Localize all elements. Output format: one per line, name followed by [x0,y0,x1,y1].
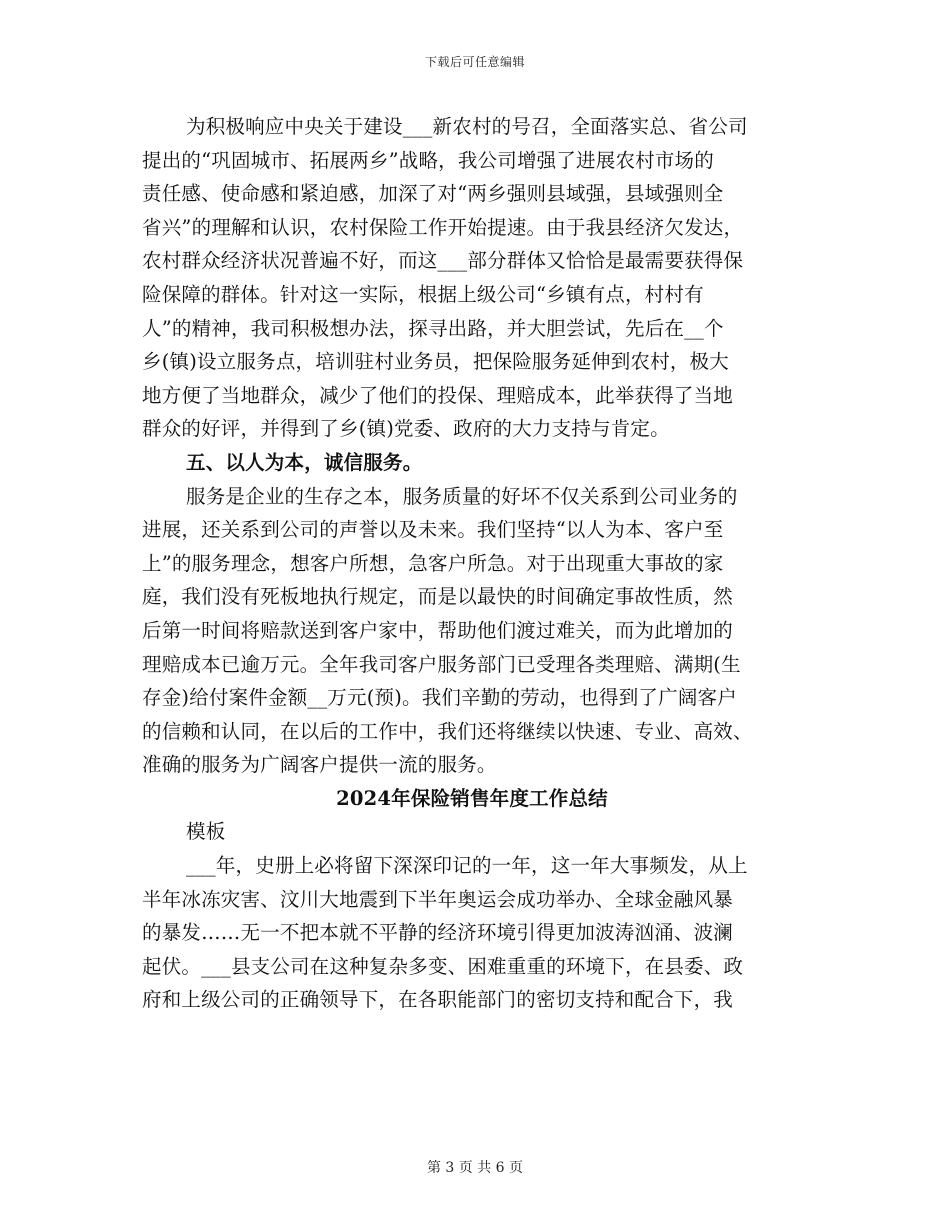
paragraph-line: 险保障的群体。针对这一实际，根据上级公司“乡镇有点，村村有 [142,282,704,306]
document-body [142,110,802,1017]
paragraph-line: 人”的精神，我司积极想办法，探寻出路，并大胆尝试，先后在__个 [142,316,724,340]
paragraph-line: 进展，还关系到公司的声誉以及未来。我们坚持“以人为本、客户至 [142,518,724,542]
section-heading: 五、以人为本，诚信服务。 [186,450,423,474]
paragraph-line: 庭，我们没有死板地执行规定，而是以最快的时间确定事故性质，然 [142,585,734,609]
paragraph-line: 省兴”的理解和认识，农村保险工作开始提速。由于我县经济欠发达， [142,215,744,239]
paragraph-line: 存金)给付案件金额__万元(预)。我们辛勤的劳动，也得到了广阔客户 [142,686,737,710]
paragraph-line: 群众的好评，并得到了乡(镇)党委、政府的大力支持与肯定。 [142,417,670,441]
paragraph-line: 的信赖和认同，在以后的工作中，我们还将继续以快速、专业、高效、 [142,719,753,743]
page-footer: 第 3 页 共 6 页 [426,1160,524,1176]
paragraph-line: 后第一时间将赔款送到客户家中，帮助他们渡过难关，而为此增加的 [142,618,734,642]
paragraph-line: 准确的服务为广阔客户提供一流的服务。 [142,753,497,777]
document-title: 2024年保险销售年度工作总结 [336,786,608,810]
paragraph-line: 起伏。___县支公司在这种复杂多变、困难重重的环境下，在县委、政 [142,954,744,978]
paragraph-line: 责任感、使命感和紧迫感，加深了对“两乡强则县域强，县域强则全 [142,182,724,206]
paragraph-line: 地方便了当地群众，减少了他们的投保、理赔成本，此举获得了当地 [142,383,734,407]
page-header: 下载后可任意编辑 [424,55,525,69]
paragraph-line: 半年冰冻灾害、汶川大地震到下半年奥运会成功举办、全球金融风暴 [142,887,734,911]
paragraph-line: 上”的服务理念，想客户所想，急客户所急。对于出现重大事故的家 [142,551,724,575]
paragraph-line: ___年，史册上必将留下深深印记的一年，这一年大事频发，从上 [186,854,748,878]
paragraph-line: 农村群众经济状况普遍不好，而这___部分群体又恰恰是最需要获得保 [142,249,744,273]
paragraph-line: 乡(镇)设立服务点，培训驻村业务员，把保险服务延伸到农村，极大 [142,350,729,374]
paragraph-line: 模板 [186,820,226,844]
paragraph-line: 服务是企业的生存之本，服务质量的好坏不仅关系到公司业务的 [186,484,738,508]
paragraph-line: 的暴发……无一不把本就不平静的经济环境引得更加波涛汹涌、波澜 [142,921,734,945]
paragraph-line: 为积极响应中央关于建设___新农村的号召，全面落实总、省公司 [186,115,748,138]
paragraph-line: 提出的“巩固城市、拓展两乡”战略，我公司增强了进展农村市场的 [142,148,714,172]
paragraph-line: 府和上级公司的正确领导下，在各职能部门的密切支持和配合下，我 [142,988,734,1012]
paragraph-line: 理赔成本已逾万元。全年我司客户服务部门已受理各类理赔、满期(生 [142,652,741,676]
